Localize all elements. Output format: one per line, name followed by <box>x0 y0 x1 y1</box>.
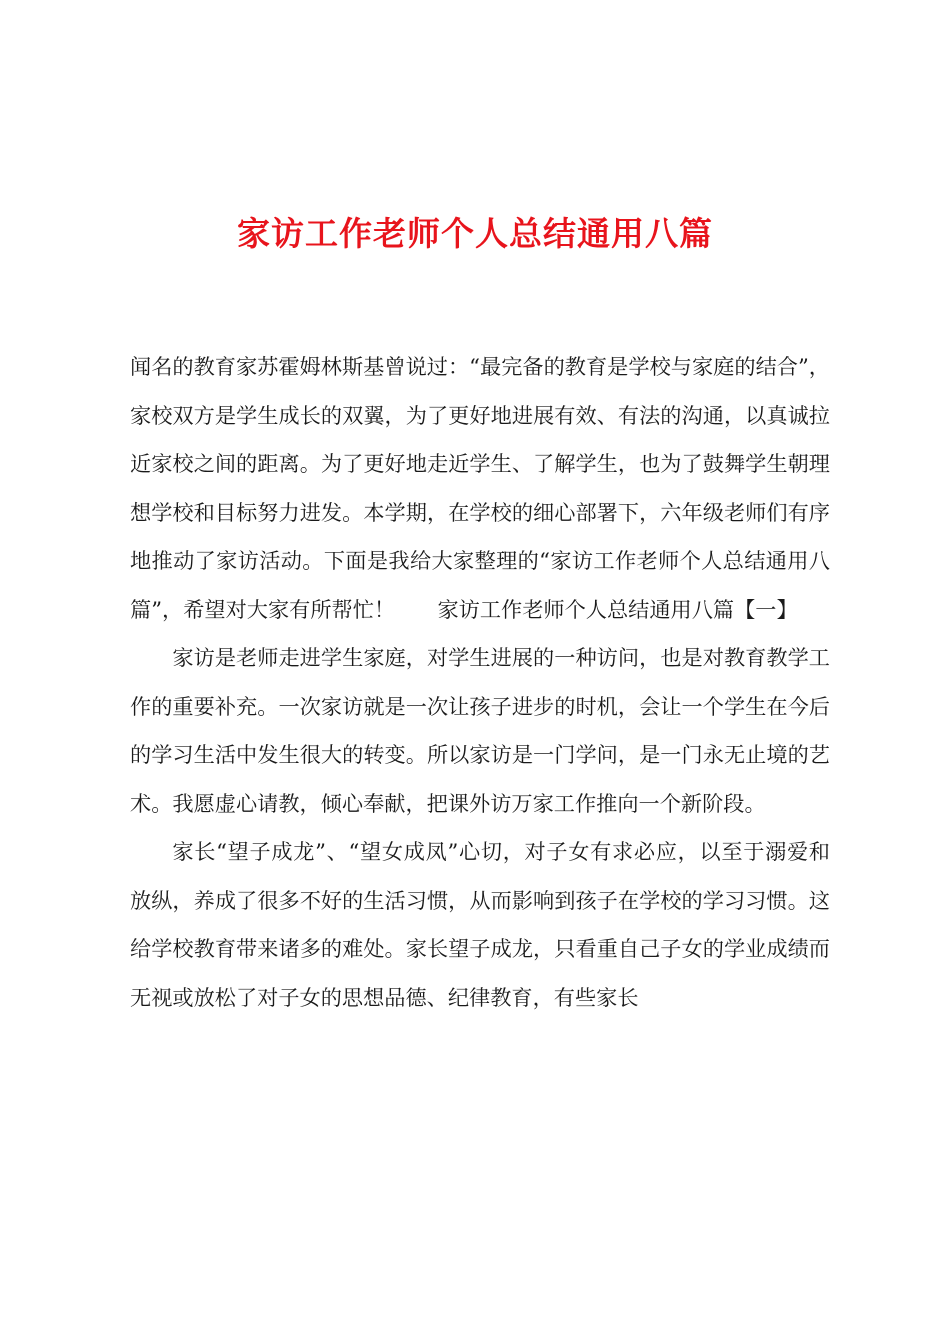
body-paragraph-2: 家长“望子成龙”、“望女成凤”心切，对子女有求必应，以至于溺爱和放纵，养成了很多不好的生活习惯，从而影响到孩子在学校的学习习惯。这给学校教育带来诸多的难处。家长望子成龙，只看重自己子女的学业成绩而无视或放松了对子女的思想品德、纪律教育，有些家长 <box>130 839 830 1010</box>
intro-paragraph: 闻名的教育家苏霍姆林斯基曾说过：“最完备的教育是学校与家庭的结合”，家校双方是学生成长的双翼，为了更好地进展有效、有法的沟通，以真诚拉近家校之间的距离。为了更好地走近学生、了解学生，也为了鼓舞学生朝理想学校和目标努力进发。本学期，在学校的细心部署下，六年级老师们有序地推动了家访活动。下面是我给大家整理的“家访工作老师个人总结通用八篇”，希望对大家有所帮忙！ 家访工作老师个人总结通用八篇【一】 <box>130 354 830 622</box>
body-paragraph-1: 家访是老师走进学生家庭，对学生进展的一种访问，也是对教育教学工作的重要补充。一次家访就是一次让孩子进步的时机，会让一个学生在今后的学习生活中发生很大的转变。所以家访是一门学问，是一门永无止境的艺术。我愿虚心请教，倾心奉献，把课外访万家工作推向一个新阶段。 <box>130 645 830 816</box>
document-title: 家访工作老师个人总结通用八篇 <box>237 214 713 253</box>
document-body <box>130 343 830 1022</box>
